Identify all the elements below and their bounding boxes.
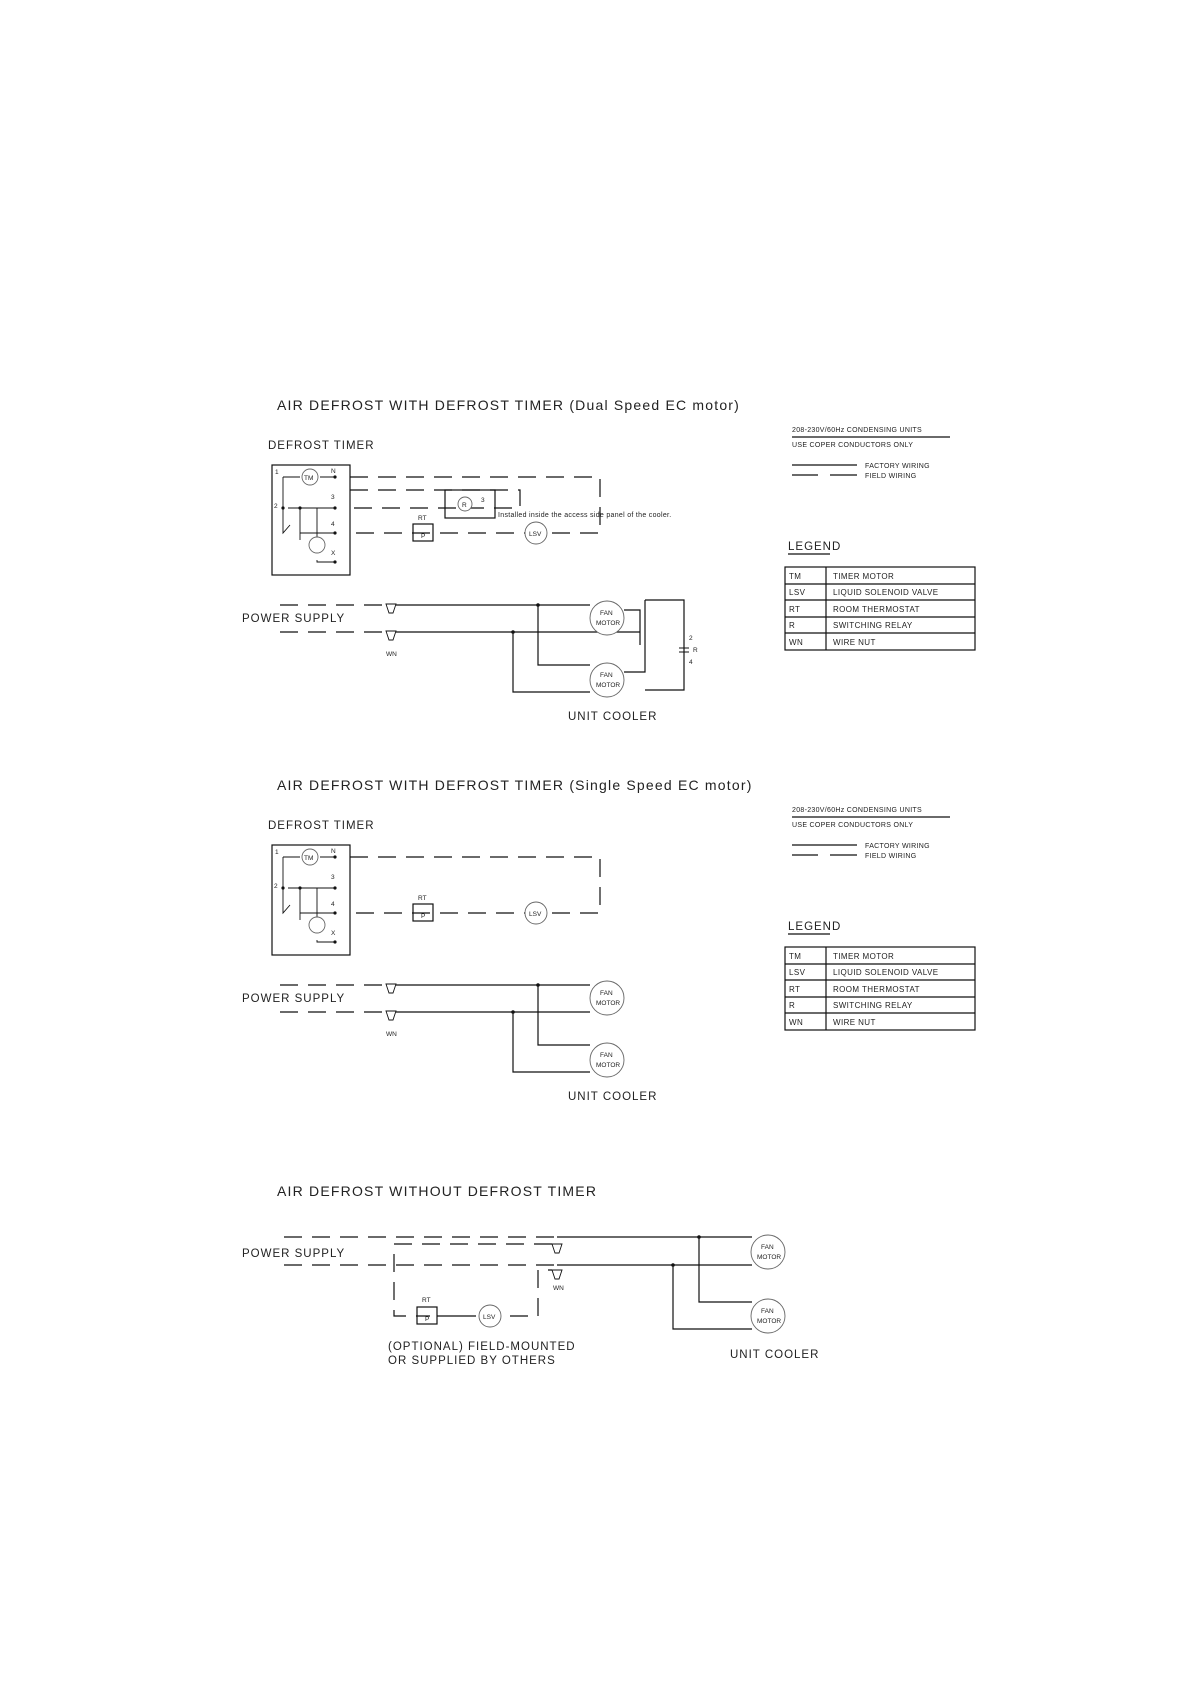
copper-note: USE COPER CONDUCTORS ONLY (792, 442, 914, 449)
legend-desc: ROOM THERMOSTAT (833, 605, 920, 614)
legend-desc: LIQUID SOLENOID VALVE (833, 588, 939, 597)
condensing-units-note: 208-230V/60Hz CONDENSING UNITS (792, 807, 922, 814)
fan-motor-1-sublabel: MOTOR (757, 1254, 782, 1261)
fan-motor-2-sublabel: MOTOR (596, 1062, 621, 1069)
legend-table (785, 947, 975, 1030)
legend-code: TM (789, 952, 802, 961)
rt-p-label: P (421, 913, 426, 920)
wire-nut-1 (552, 1244, 562, 1253)
terminal-n-label: N (331, 468, 336, 475)
fan-motor-1-sublabel: MOTOR (596, 1000, 621, 1007)
wire-nut-1 (386, 604, 396, 613)
optional-note-line1: (OPTIONAL) FIELD-MOUNTED (388, 1341, 576, 1353)
timer-motor-label: TM (304, 855, 314, 862)
fan-motor-1 (590, 981, 624, 1015)
factory-wiring-note: FACTORY WIRING (865, 463, 930, 470)
fan-motor-1-label: FAN (600, 610, 613, 617)
legend-code: TM (789, 572, 802, 581)
unit-cooler-label: UNIT COOLER (730, 1349, 820, 1361)
terminal-4-label: 4 (331, 521, 335, 528)
rt-label: RT (422, 1297, 431, 1304)
fan-motor-1 (590, 601, 624, 635)
fan-motor-2-sublabel: MOTOR (596, 682, 621, 689)
fan-motor-2-sublabel: MOTOR (757, 1318, 782, 1325)
terminal-x-label: X (331, 550, 336, 557)
relay-terminal-label: 3 (481, 497, 485, 504)
defrost-timer-label: DEFROST TIMER (268, 820, 375, 832)
legend-desc: SWITCHING RELAY (833, 621, 913, 630)
rt-p-label: P (425, 1316, 430, 1323)
fan-motor-2-label: FAN (600, 672, 613, 679)
legend-code: R (789, 621, 796, 630)
legend-heading: LEGEND (788, 541, 842, 553)
legend-desc: SWITCHING RELAY (833, 1001, 913, 1010)
terminal-n-label: N (331, 848, 336, 855)
fan-motor-2 (590, 1043, 624, 1077)
defrost-timer-label: DEFROST TIMER (268, 440, 375, 452)
relay-contact-2-label: 2 (689, 635, 693, 642)
fan-motor-2 (590, 663, 624, 697)
fan-motor-1-label: FAN (600, 990, 613, 997)
relay-label: R (462, 502, 467, 509)
fan-motor-2-label: FAN (761, 1308, 774, 1315)
timer-contact-symbol (309, 537, 325, 553)
lsv-label: LSV (529, 911, 542, 918)
legend-code: RT (789, 985, 801, 994)
legend-desc: WIRE NUT (833, 1018, 876, 1027)
fan-motor-2-label: FAN (600, 1052, 613, 1059)
factory-wiring-note: FACTORY WIRING (865, 843, 930, 850)
field-wiring-note: FIELD WIRING (865, 853, 917, 860)
relay-contact-4-label: 4 (689, 659, 693, 666)
legend-heading: LEGEND (788, 921, 842, 933)
wn-label: WN (553, 1285, 564, 1292)
fan-motor-2 (751, 1299, 785, 1333)
legend-desc: WIRE NUT (833, 638, 876, 647)
wire-nut-2 (386, 1011, 396, 1020)
legend-code: WN (789, 638, 804, 647)
timer-contact-symbol (309, 917, 325, 933)
legend-desc: LIQUID SOLENOID VALVE (833, 968, 939, 977)
diagram-dual-speed (242, 397, 740, 723)
legend-code: R (789, 1001, 796, 1010)
lsv-label: LSV (483, 1314, 496, 1321)
legend-desc: ROOM THERMOSTAT (833, 985, 920, 994)
terminal-2-label: 2 (274, 883, 278, 890)
fan-motor-1-sublabel: MOTOR (596, 620, 621, 627)
legend-code: LSV (789, 968, 806, 977)
diagram-title: AIR DEFROST WITHOUT DEFROST TIMER (277, 1183, 598, 1199)
wire-nut-2 (552, 1270, 562, 1279)
notes-block-1 (785, 427, 975, 650)
terminal-3-label: 3 (331, 874, 335, 881)
lsv-label: LSV (529, 531, 542, 538)
diagram-title: AIR DEFROST WITH DEFROST TIMER (Single Speed EC motor) (277, 777, 753, 793)
condensing-units-note: 208-230V/60Hz CONDENSING UNITS (792, 427, 922, 434)
optional-note-line2: OR SUPPLIED BY OTHERS (388, 1355, 556, 1367)
field-wiring-note: FIELD WIRING (865, 473, 917, 480)
relay-contact-r-label: R (693, 647, 698, 654)
power-supply-label: POWER SUPPLY (242, 613, 346, 625)
terminal-1-label: 1 (275, 469, 279, 476)
power-supply-label: POWER SUPPLY (242, 993, 346, 1005)
install-note: Installed inside the access side panel of the cooler. (498, 512, 672, 519)
terminal-1-label: 1 (275, 849, 279, 856)
timer-motor-label: TM (304, 475, 314, 482)
legend-desc: TIMER MOTOR (833, 952, 895, 961)
rt-label: RT (418, 895, 427, 902)
diagram-title: AIR DEFROST WITH DEFROST TIMER (Dual Speed EC motor) (277, 397, 741, 413)
legend-table (785, 567, 975, 650)
diagram-without-timer (242, 1183, 819, 1367)
power-supply-label: POWER SUPPLY (242, 1248, 346, 1260)
terminal-2-label: 2 (274, 503, 278, 510)
diagram-single-speed (242, 777, 753, 1103)
copper-note: USE COPER CONDUCTORS ONLY (792, 822, 914, 829)
wire-nut-1 (386, 984, 396, 993)
rt-label: RT (418, 515, 427, 522)
terminal-4-label: 4 (331, 901, 335, 908)
fan-motor-1 (751, 1235, 785, 1269)
terminal-x-label: X (331, 930, 336, 937)
rt-p-label: P (421, 533, 426, 540)
legend-desc: TIMER MOTOR (833, 572, 895, 581)
wire-nut-2 (386, 631, 396, 640)
terminal-3-label: 3 (331, 494, 335, 501)
notes-block-2 (785, 807, 975, 1030)
wn-label: WN (386, 1031, 397, 1038)
wn-label: WN (386, 651, 397, 658)
legend-code: WN (789, 1018, 804, 1027)
fan-motor-1-label: FAN (761, 1244, 774, 1251)
legend-code: RT (789, 605, 801, 614)
unit-cooler-label: UNIT COOLER (568, 1091, 658, 1103)
legend-code: LSV (789, 588, 806, 597)
unit-cooler-label: UNIT COOLER (568, 711, 658, 723)
